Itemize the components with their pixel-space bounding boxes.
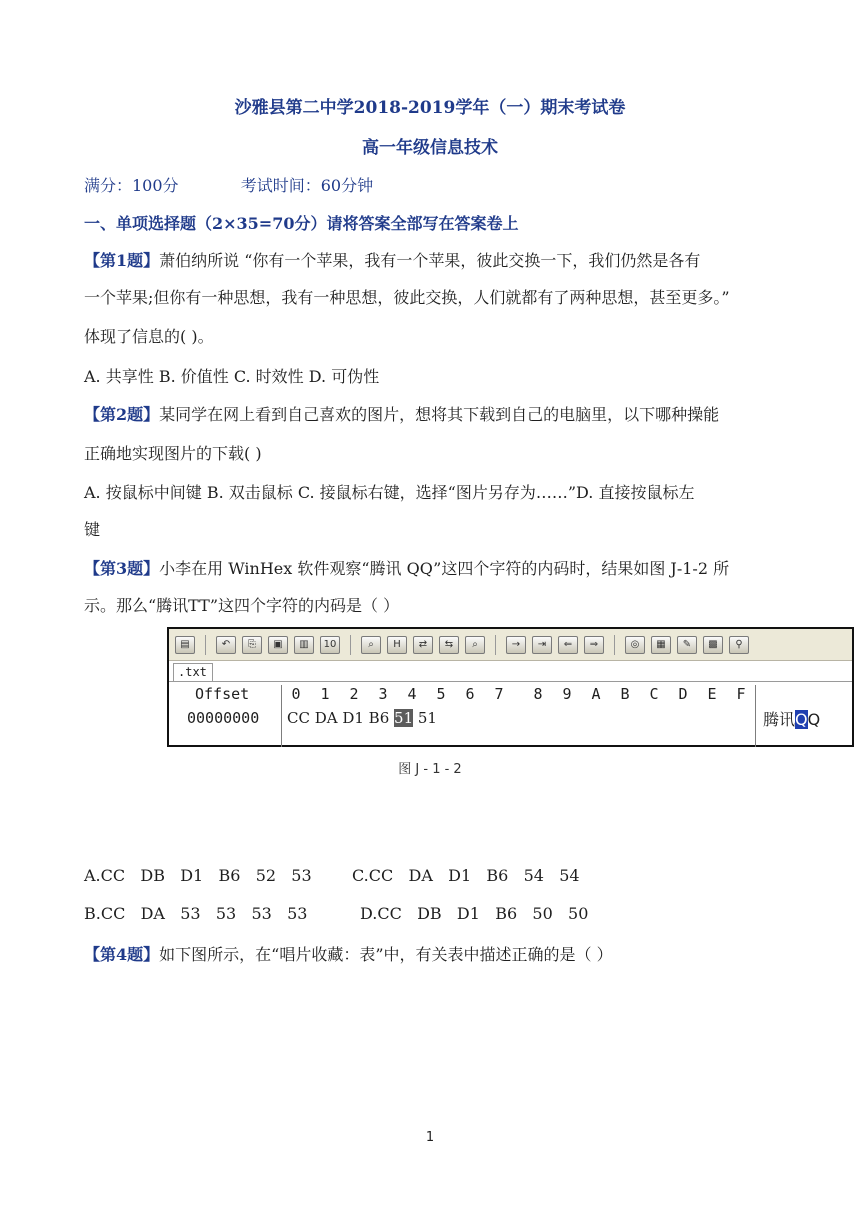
text-tail: Q: [807, 710, 821, 729]
hex-column-header: 4: [407, 685, 417, 703]
calc-icon[interactable]: ▩: [703, 636, 723, 654]
hex-header-row: [169, 685, 852, 707]
toolbar-divider: [205, 635, 206, 655]
copy-icon[interactable]: ⎘: [242, 636, 262, 654]
q2-tag: 【第2题】: [84, 405, 160, 424]
q2-options1: A. 按鼠标中间键 B. 双击鼠标 C. 接鼠标右键，选择“图片另存为……”D. 直接按鼠标左: [84, 483, 695, 502]
q4-tag: 【第4题】: [84, 945, 160, 964]
q2-line1: [84, 402, 719, 425]
q1-line3: 体现了信息的( )。: [84, 327, 214, 346]
find-icon[interactable]: ⌕: [361, 636, 381, 654]
q1-tag: 【第1题】: [84, 251, 160, 270]
search-icon[interactable]: ⚲: [729, 636, 749, 654]
text-cursor: Q: [795, 710, 808, 729]
disk-icon[interactable]: ◎: [625, 636, 645, 654]
back-icon[interactable]: ⇐: [558, 636, 578, 654]
q4-text1: 如下图所示，在“唱片收藏：表”中，有关表中描述正确的是（ ）: [159, 945, 613, 964]
q3-option-a: A.CC DB D1 B6 52 53: [84, 866, 312, 885]
find-next-icon[interactable]: ⌕: [465, 636, 485, 654]
hex-column-header: 7: [494, 685, 504, 703]
hex-column-header: F: [736, 685, 746, 703]
hex-column-header: A: [591, 685, 601, 703]
hex-column-header: E: [707, 685, 717, 703]
toolbar-divider: [350, 635, 351, 655]
hex-column-header: 1: [320, 685, 330, 703]
ram-icon[interactable]: ▦: [651, 636, 671, 654]
q3-option-d: D.CC DB D1 B6 50 50: [360, 904, 589, 923]
offset-value: 00000000: [187, 709, 260, 727]
q3-line1: [84, 556, 729, 579]
hex-column-header: 0: [291, 685, 301, 703]
q1-line2: 一个苹果;但你有一种思想，我有一种思想，彼此交换，人们就都有了两种思想，甚至更多。”: [84, 288, 730, 307]
exam-meta: [84, 173, 373, 196]
hex-column-header: 6: [465, 685, 475, 703]
q3-option-c: C.CC DA D1 B6 54 54: [352, 866, 580, 885]
winhex-screenshot: [167, 627, 854, 747]
hex-column-header: D: [678, 685, 688, 703]
forward-icon[interactable]: ⇒: [584, 636, 604, 654]
exam-subtitle: 高一年级信息技术: [362, 138, 498, 158]
hex-column-header: 3: [378, 685, 388, 703]
q1-text1: 萧伯纳所说 “你有一个苹果，我有一个苹果，彼此交换一下，我们仍然是各有: [159, 251, 701, 270]
q4-line1: [84, 942, 613, 965]
score-text: 满分：100分: [84, 176, 179, 195]
q3-option-b: B.CC DA 53 53 53 53: [84, 904, 308, 923]
text-panel-value: [763, 707, 820, 730]
winhex-toolbar: [169, 629, 852, 661]
binary-icon[interactable]: 10: [320, 636, 340, 654]
tools-icon[interactable]: ✎: [677, 636, 697, 654]
exam-title: 沙雅县第二中学2018-2019学年（一）期末考试卷: [234, 98, 626, 118]
hex-column-header: B: [620, 685, 630, 703]
hex-column-header: 2: [349, 685, 359, 703]
page-number: 1: [425, 1130, 435, 1145]
text-plain: 腾讯: [763, 710, 796, 729]
hex-bytes-plain: CC DA D1 B6: [287, 709, 395, 727]
paste-icon[interactable]: ▣: [268, 636, 288, 654]
offset-header: Offset: [195, 685, 250, 703]
q3-tag: 【第3题】: [84, 559, 160, 578]
tab-divider: [169, 681, 852, 682]
file-tab[interactable]: .txt: [173, 663, 213, 681]
hex-column-header: C: [649, 685, 659, 703]
q1-options: A. 共享性 B. 价值性 C. 时效性 D. 可伪性: [84, 367, 380, 386]
hex-column-header: 5: [436, 685, 446, 703]
goto-icon[interactable]: →: [506, 636, 526, 654]
q2-line2: 正确地实现图片的下载( ): [84, 444, 262, 463]
section-heading: 一、单项选择题（2×35=70分）请将答案全部写在答案卷上: [84, 214, 519, 233]
q2-options2: 键: [84, 520, 101, 539]
hex-column-header: 9: [562, 685, 572, 703]
time-text: 考试时间：60分钟: [240, 176, 374, 195]
q2-text1: 某同学在网上看到自己喜欢的图片，想将其下载到自己的电脑里，以下哪种操能: [159, 405, 720, 424]
goto-offset-icon[interactable]: ⇥: [532, 636, 552, 654]
find-hex-icon[interactable]: H: [387, 636, 407, 654]
save-icon[interactable]: ▤: [175, 636, 195, 654]
hex-byte-cursor: 51: [394, 709, 414, 727]
replace-icon[interactable]: ⇄: [413, 636, 433, 654]
replace-hex-icon[interactable]: ⇆: [439, 636, 459, 654]
clipboard-icon[interactable]: ▥: [294, 636, 314, 654]
hex-data-row[interactable]: [169, 709, 852, 741]
toolbar-divider: [614, 635, 615, 655]
q3-text1: 小李在用 WinHex 软件观察“腾讯 QQ”这四个字符的内码时，结果如图 J-1-2 所: [159, 559, 730, 578]
hex-column-header: 8: [533, 685, 543, 703]
hex-bytes: [287, 709, 437, 727]
figure-caption: 图 J - 1 - 2: [398, 762, 462, 777]
undo-icon[interactable]: ↶: [216, 636, 236, 654]
toolbar-divider: [495, 635, 496, 655]
hex-bytes-tail: 51: [413, 709, 437, 727]
q3-line2: 示。那么“腾讯TT”这四个字符的内码是（ ）: [84, 596, 400, 615]
q1-line1: [84, 248, 700, 271]
